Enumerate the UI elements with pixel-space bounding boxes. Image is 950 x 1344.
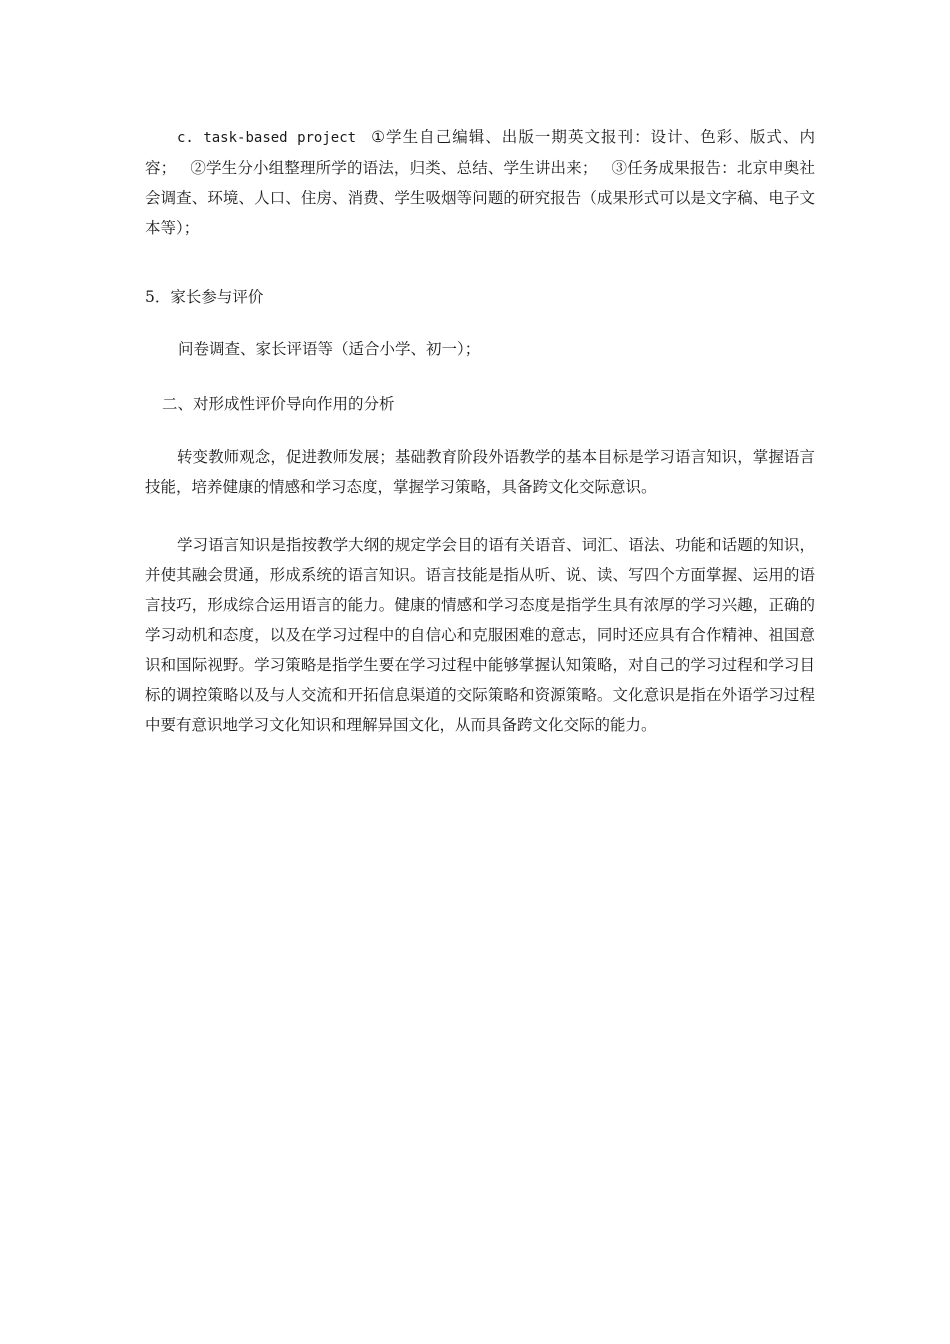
section-5-heading: 5．家长参与评价 [145, 288, 264, 306]
project-item-paragraph [145, 122, 815, 243]
body-paragraph-2: 学习语言知识是指按教学大纲的规定学会目的语有关语音、词汇、语法、功能和话题的知识，并使其融会贯通，形成系统的语言知识。语言技能是指从听、说、读、写四个方面掌握、运用的语言技巧，形成综合运用语言的能力。健康的情感和学习态度是指学生具有浓厚的学习兴趣，正确的学习动机和态度，以及在学习过程中的自信心和克服困难的意志，同时还应具有合作精神、祖国意识和国际视野。学习策略是指学生要在学习过程中能够掌握认知策略，对自己的学习过程和学习目标的调控策略以及与人交流和开拓信息渠道的交际策略和资源策略。文化意识是指在外语学习过程中要有意识地学习文化知识和理解异国文化，从而具备跨文化交际的能力。 [145, 536, 815, 734]
section-2-heading: 二、对形成性评价导向作用的分析 [162, 395, 395, 413]
project-item-part-1: ①学生自己编辑、出版一期英文报刊：设计、色彩、版式、内容； [145, 128, 815, 177]
body-paragraph-1: 转变教师观念，促进教师发展；基础教育阶段外语教学的基本目标是学习语言知识，掌握语言技能，培养健康的情感和学习态度，掌握学习策略，具备跨文化交际意识。 [145, 448, 815, 496]
project-item-part-3: ③任务成果报告：北京申奥社会调查、环境、人口、住房、消费、学生吸烟等问题的研究报告（成果形式可以是文字稿、电子文本等）； [145, 159, 815, 237]
section-5-text: 问卷调查、家长评语等（适合小学、初一）； [178, 340, 481, 358]
project-item-part-2: ②学生分小组整理所学的语法，归类、总结、学生讲出来； [190, 159, 598, 177]
project-item-prefix: c. task-based project [177, 130, 357, 146]
